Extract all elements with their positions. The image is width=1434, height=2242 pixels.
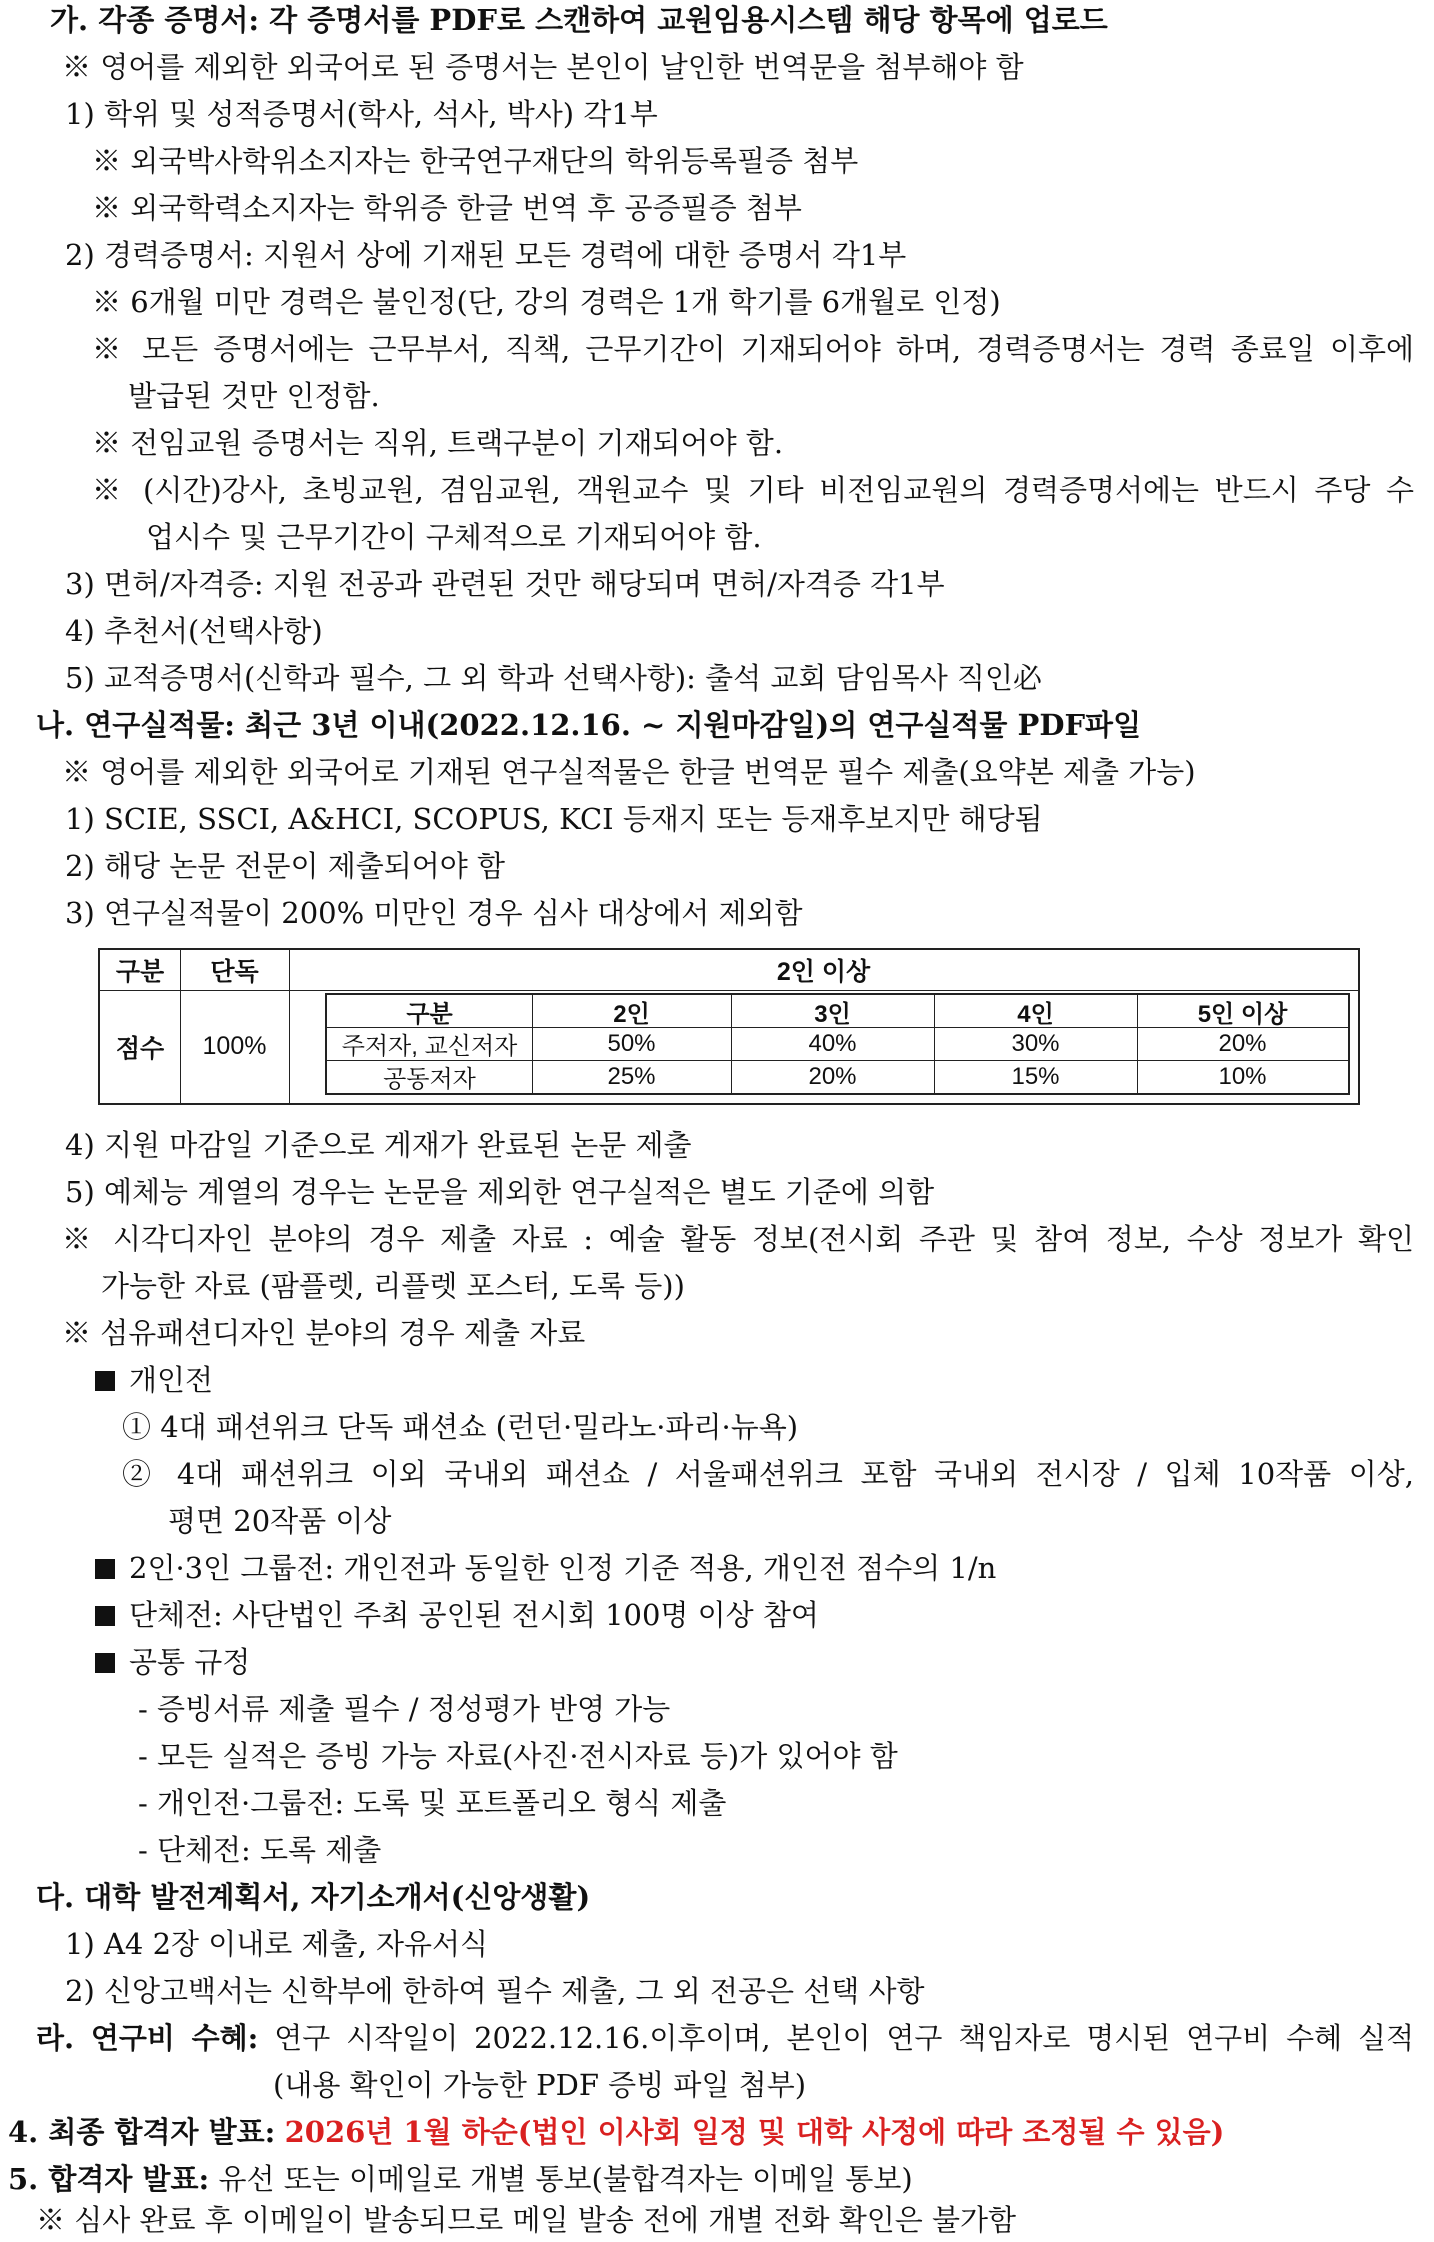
fashion-common-4: - 단체전: 도록 제출 bbox=[138, 1833, 382, 1867]
subtable-header: 4인 bbox=[1017, 1000, 1054, 1028]
square-bullet-icon bbox=[95, 1653, 115, 1673]
fashion-individual-label: 개인전 bbox=[129, 1363, 214, 1397]
item-ga-3: 3) 면허/자격증: 지원 전공과 관련된 것만 해당되며 면허/자격증 각1부 bbox=[65, 567, 945, 601]
note-ga-1-1: ※ 외국박사학위소지자는 한국연구재단의 학위등록필증 첨부 bbox=[92, 144, 859, 178]
note-ga-1-2: ※ 외국학력소지자는 학위증 한글 번역 후 공증필증 첨부 bbox=[92, 191, 802, 225]
subtable-header: 5인 이상 bbox=[1197, 1000, 1288, 1028]
section-ga-title: 가. 각종 증명서: 각 증명서를 PDF로 스캔하여 교원임용시스템 해당 항목에 업로드 bbox=[50, 3, 1108, 37]
subtable-header: 구분 bbox=[406, 1000, 453, 1028]
section-na-title: 나. 연구실적물: 최근 3년 이내(2022.12.16. ~ 지원마감일)의 연구실적물 PDF파일 bbox=[36, 708, 1142, 742]
table-header-single: 단독 bbox=[210, 958, 259, 986]
item-ga-5: 5) 교적증명서(신학과 필수, 그 외 학과 선택사항): 출석 교회 담임목사 직인必 bbox=[65, 661, 1042, 695]
fashion-individual-2: ② 4대 패션위크 이외 국내외 패션쇼 / 서울패션위크 포함 국내외 전시장 / 입체 10작품 이상, bbox=[122, 1457, 1414, 1491]
section-na-note: ※ 영어를 제외한 외국어로 기재된 연구실적물은 한글 번역문 필수 제출(요약본 제출 가능) bbox=[62, 755, 1196, 789]
item-da-1: 1) A4 2장 이내로 제출, 자유서식 bbox=[65, 1927, 489, 1961]
fashion-common-label: 공통 규정 bbox=[129, 1645, 251, 1679]
note-ga-2-2: ※ 모든 증명서에는 근무부서, 직책, 근무기간이 기재되어야 하며, 경력증명서는 경력 종료일 이후에 bbox=[92, 332, 1414, 366]
fashion-group bbox=[95, 1548, 1414, 1588]
table-cell: 10% bbox=[1218, 1062, 1267, 1090]
subtable-header: 2인 bbox=[613, 1000, 650, 1028]
item-na-5: 5) 예체능 계열의 경우는 논문을 제외한 연구실적은 별도 기준에 의함 bbox=[65, 1175, 935, 1209]
fashion-common-3: - 개인전·그룹전: 도록 및 포트폴리오 형식 제출 bbox=[138, 1786, 727, 1820]
item-na-2: 2) 해당 논문 전문이 제출되어야 함 bbox=[65, 849, 506, 883]
result-announcement bbox=[8, 2159, 1414, 2199]
square-bullet-icon bbox=[95, 1606, 115, 1626]
item-da-2: 2) 신앙고백서는 신학부에 한하여 필수 제출, 그 외 전공은 선택 사항 bbox=[65, 1974, 925, 2008]
table-cell: 30% bbox=[1011, 1029, 1060, 1057]
item-na-1: 1) SCIE, SSCI, A&HCI, SCOPUS, KCI 등재지 또는 등재후보지만 해당됨 bbox=[65, 802, 1043, 836]
subtable-header: 3인 bbox=[814, 1000, 851, 1028]
item-ga-4: 4) 추천서(선택사항) bbox=[65, 614, 323, 648]
fashion-individual bbox=[95, 1360, 1414, 1400]
table-cell: 15% bbox=[1011, 1062, 1060, 1090]
table-cell: 40% bbox=[808, 1029, 857, 1057]
note-ga-2-1: ※ 6개월 미만 경력은 불인정(단, 강의 경력은 1개 학기를 6개월로 인정) bbox=[92, 285, 1001, 319]
note-ga-2-4-cont: 업시수 및 근무기간이 구체적으로 기재되어야 함. bbox=[146, 520, 762, 554]
fashion-individual-1: ① 4대 패션위크 단독 패션쇼 (런던·밀라노·파리·뉴욕) bbox=[122, 1410, 799, 1444]
table-header-multi: 2인 이상 bbox=[776, 958, 871, 986]
item-na-3: 3) 연구실적물이 200% 미만인 경우 심사 대상에서 제외함 bbox=[65, 896, 803, 930]
note-visual-design-cont: 가능한 자료 (팜플렛, 리플렛 포스터, 도록 등)) bbox=[101, 1269, 685, 1303]
note-ga-2-4: ※ (시간)강사, 초빙교원, 겸임교원, 객원교수 및 기타 비전임교원의 경력증명서에는 반드시 주당 수 bbox=[92, 473, 1414, 507]
fashion-org-label: 단체전: 사단법인 주최 공인된 전시회 100명 이상 참여 bbox=[129, 1598, 819, 1632]
fashion-group-label: 2인·3인 그룹전: 개인전과 동일한 인정 기준 적용, 개인전 점수의 1/n bbox=[129, 1551, 997, 1585]
section-da-title: 다. 대학 발전계획서, 자기소개서(신앙생활) bbox=[36, 1880, 591, 1914]
fashion-org bbox=[95, 1595, 1414, 1635]
table-cell: 50% bbox=[607, 1029, 656, 1057]
section-ga-note: ※ 영어를 제외한 외국어로 된 증명서는 본인이 날인한 번역문을 첨부해야 함 bbox=[62, 50, 1024, 84]
section-ra-text-cont: (내용 확인이 가능한 PDF 증빙 파일 첨부) bbox=[273, 2068, 807, 2102]
section-ra-text: 연구 시작일이 2022.12.16.이후이며, 본인이 연구 책임자로 명시된 연구비 수혜 실적 bbox=[274, 2021, 1414, 2055]
table-row-label: 점수 bbox=[115, 1034, 165, 1063]
fashion-individual-2-cont: 평면 20작품 이상 bbox=[168, 1504, 392, 1538]
final-announcement-date: 2026년 1월 하순(법인 이사회 일정 및 대학 사정에 따라 조정될 수 있음) bbox=[284, 2115, 1225, 2149]
result-note: ※ 심사 완료 후 이메일이 발송되므로 메일 발송 전에 개별 전화 확인은 불가함 bbox=[36, 2203, 1017, 2237]
result-announcement-label: 5. 합격자 발표: bbox=[8, 2162, 210, 2196]
score-table bbox=[98, 948, 1360, 1105]
fashion-common-1: - 증빙서류 제출 필수 / 정성평가 반영 가능 bbox=[138, 1692, 671, 1726]
table-single-value: 100% bbox=[202, 1032, 267, 1060]
final-announcement bbox=[8, 2112, 1414, 2152]
square-bullet-icon bbox=[95, 1559, 115, 1579]
table-header-category: 구분 bbox=[115, 958, 165, 986]
section-ra-label: 라. 연구비 수혜: bbox=[36, 2021, 259, 2055]
note-visual-design: ※ 시각디자인 분야의 경우 제출 자료 : 예술 활동 정보(전시회 주관 및 참여 정보, 수상 정보가 확인 bbox=[62, 1222, 1414, 1256]
note-ga-2-3: ※ 전임교원 증명서는 직위, 트랙구분이 기재되어야 함. bbox=[92, 426, 784, 460]
item-na-4: 4) 지원 마감일 기준으로 게재가 완료된 논문 제출 bbox=[65, 1128, 692, 1162]
item-ga-1: 1) 학위 및 성적증명서(학사, 석사, 박사) 각1부 bbox=[65, 97, 658, 131]
final-announcement-label: 4. 최종 합격자 발표: bbox=[8, 2115, 276, 2149]
fashion-common-2: - 모든 실적은 증빙 가능 자료(사진·전시자료 등)가 있어야 함 bbox=[138, 1739, 898, 1773]
table-cell: 공동저자 bbox=[383, 1066, 476, 1093]
table-cell: 주저자, 교신저자 bbox=[341, 1033, 518, 1060]
table-cell: 25% bbox=[607, 1062, 656, 1090]
note-fashion-design: ※ 섬유패션디자인 분야의 경우 제출 자료 bbox=[62, 1316, 586, 1350]
table-cell: 20% bbox=[1218, 1029, 1267, 1057]
item-ga-2: 2) 경력증명서: 지원서 상에 기재된 모든 경력에 대한 증명서 각1부 bbox=[65, 238, 907, 272]
score-subtable bbox=[325, 993, 1350, 1095]
fashion-common bbox=[95, 1642, 1414, 1682]
result-announcement-text: 유선 또는 이메일로 개별 통보(불합격자는 이메일 통보) bbox=[218, 2162, 913, 2196]
section-ra bbox=[36, 2018, 1414, 2058]
square-bullet-icon bbox=[95, 1371, 115, 1391]
table-cell: 20% bbox=[808, 1062, 857, 1090]
note-ga-2-2-cont: 발급된 것만 인정함. bbox=[128, 379, 380, 413]
